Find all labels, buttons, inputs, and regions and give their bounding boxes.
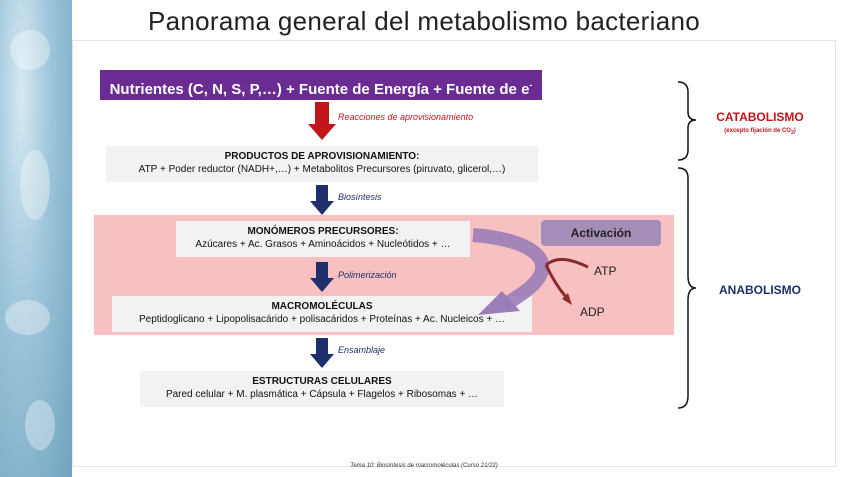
aprovisionamiento-label: Reacciones de aprovisionamiento [338,112,474,122]
productos-heading: PRODUCTOS DE APROVISIONAMIENTO: [224,151,420,162]
down-arrow-ensamblaje-icon [310,338,334,368]
productos-box [106,146,538,182]
nutrients-sup: - [529,80,533,90]
footer-caption: Tema 10: Biosíntesis de macromoléculas (Curso 21/22) [350,463,498,469]
macromoleculas-detail: Peptidoglicano + Lipopolisacárido + polisacáridos + Proteínas + Ac. Nucleicos + … [138,314,506,325]
nutrients-carbon: C [192,81,204,98]
monomeros-box [176,221,470,257]
biosintesis-label: Biosíntesis [338,192,382,202]
decorative-bacteria-background [0,0,72,477]
nutrients-prefix: Nutrientes ( [109,81,193,98]
bacteria-shape [20,150,50,220]
slide-title: Panorama general del metabolismo bacteriano [148,6,700,36]
nutrients-rest: , N, S, P,…) + Fuente de Energía + Fuente de e [203,81,530,98]
ensamblaje-label: Ensamblaje [338,345,386,355]
polimerizacion-label: Polimerización [338,270,397,280]
catabolismo-note-pre: (excepto fijación de CO [724,128,791,134]
catabolismo-note [700,128,820,136]
down-arrow-biosintesis-icon [310,185,334,215]
anabolismo-brace-icon [678,168,696,408]
monomeros-detail: Azúcares + Ac. Grasos + Aminoácidos + Nucleótidos + … [195,239,451,250]
atp-label: ATP [594,264,617,278]
monomeros-heading: MONÓMEROS PRECURSORES: [247,226,399,237]
down-arrow-red-icon [308,102,336,140]
estructuras-heading: ESTRUCTURAS CELULARES [252,376,392,387]
adp-label: ADP [580,305,605,319]
activacion-box: Activación [541,220,661,246]
catabolismo-note-post: ) [793,128,796,134]
bacteria-shape [5,300,50,335]
catabolismo-label: CATABOLISMO [716,110,804,124]
macromoleculas-heading: MACROMOLÉCULAS [271,301,373,312]
down-arrow-polimerizacion-icon [310,262,334,292]
anabolismo-label: ANABOLISMO [719,283,801,297]
catabolismo-brace-icon [678,82,696,160]
catabolismo-note-sub: 2 [790,130,794,137]
nutrients-bar [100,70,542,100]
productos-detail: ATP + Poder reductor (NADH+,…) + Metabolitos Precursores (piruvato, glicerol,…) [138,164,506,175]
estructuras-box [140,371,504,407]
estructuras-detail: Pared celular + M. plasmática + Cápsula + Flagelos + Ribosomas + … [165,389,479,400]
bacteria-shape [25,400,55,450]
brace-icons [676,80,698,412]
